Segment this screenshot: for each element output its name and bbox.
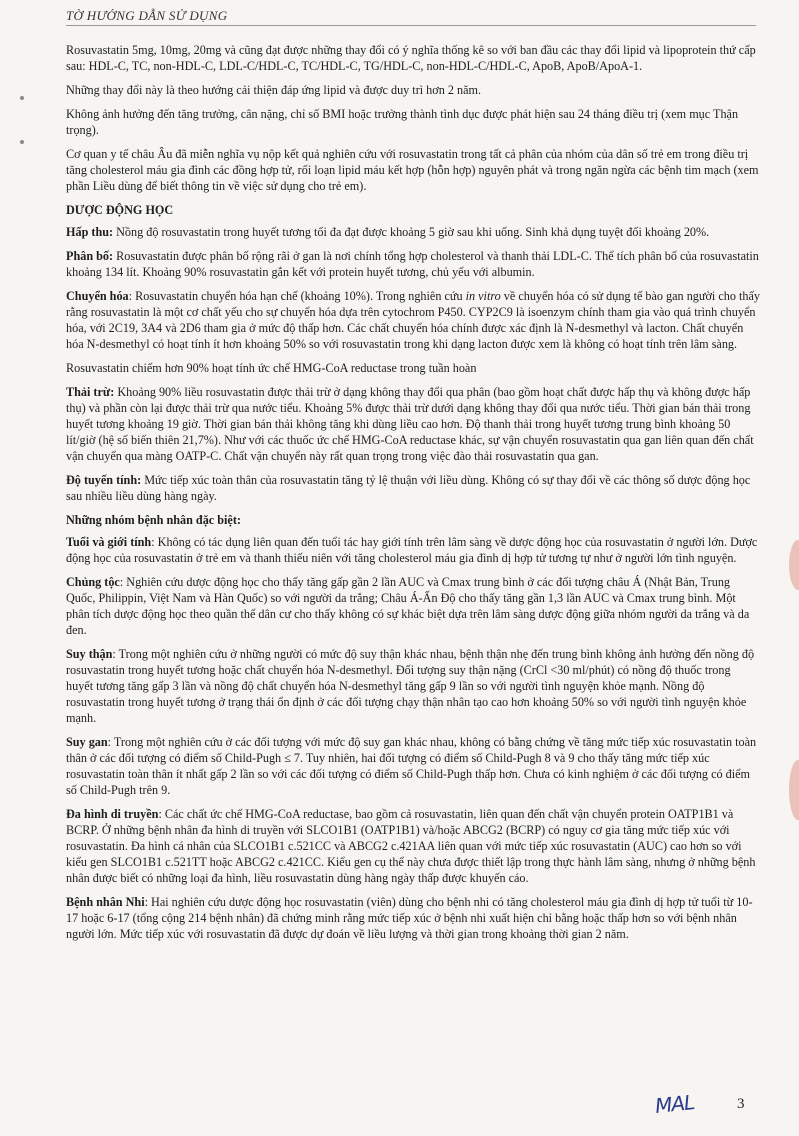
paragraph-renal [66, 646, 760, 726]
page-header-title: TỜ HƯỚNG DẪN SỬ DỤNG [66, 8, 228, 23]
paragraph-metabolism-note: Rosuvastatin chiếm hơn 90% hoạt tính ức chế HMG-CoA reductase trong tuần hoàn [66, 361, 477, 375]
label-polymorphism: Đa hình di truyền [66, 807, 159, 821]
margin-dot [20, 140, 24, 144]
handwritten-signature: MAL [653, 1090, 696, 1118]
paragraph-distribution [66, 248, 760, 280]
paragraph-duration: Những thay đổi này là theo hướng cải thiện đáp ứng lipid và được duy trì hơn 2 năm. [66, 83, 482, 97]
text-hepatic: : Trong một nghiên cứu ở các đối tượng với mức độ suy gan khác nhau, không có bằng chứng về tăng mức tiếp xúc rosuvastatin toàn thân ở các đối tượng có điểm số Child-Pugh ≤ 7. Tuy nhiên, hai đối tượng có điểm số Child-Pugh 8 và 9 cho thấy tăng mức tiếp xúc rosuvastatin toàn thân ít nhất gấp 2 lần so với các đối tượng có điểm số Child-Pugh thấp hơn. Chưa có kinh nghiệm ở các đối tượng có điểm số Child-Pugh trên 9. [66, 735, 757, 797]
paragraph-ema-waiver: Cơ quan y tế châu Âu đã miễn nghĩa vụ nộp kết quả nghiên cứu với rosuvastatin trong tất cả phân của nhóm của dân số trẻ em trong điều trị tăng cholesterol máu gia đình các đồng hợp tử, rối loạn lipid máu kết hợp (hỗn hợp) nguyên phát và trong ngăn ngừa các bệnh tim mạch (xem phần Liều dùng để biết thông tin về việc sử dụng cho trẻ em). [66, 147, 759, 193]
paragraph-elimination [66, 384, 760, 464]
margin-dot [20, 96, 24, 100]
label-linearity: Độ tuyến tính: [66, 473, 142, 487]
text-elimination: Khoảng 90% liều rosuvastatin được thải trừ ở dạng không thay đổi qua phân (bao gồm hoạt chất được hấp thụ và không được hấp thụ) và phần còn lại được thải trừ qua nước tiểu. Khoảng 5% được thải trừ dưới dạng không thay đổi qua nước tiểu. Thời gian bán thải trong huyết tương khoảng 19 giờ. Thời gian bán thải không tăng khi dùng liều cao hơn. Độ thanh thải trong huyết tương trung bình khoảng 50 lít/giờ (hệ số biến thiên 21,7%). Như với các thuốc ức chế HMG-CoA reductase khác, sự vận chuyển rosuvastatin qua gan liên quan đến chất vận chuyển qua màng OATP-C. Chất vận chuyển này rất quan trọng trong việc đào thải rosuvastatin qua gan. [66, 385, 754, 463]
header-divider [66, 25, 756, 26]
text-pediatric: : Hai nghiên cứu dược động học rosuvastatin (viên) dùng cho bệnh nhi có tăng cholesterol máu gia đình dị hợp tử tuổi từ 10-17 hoặc 6-17 (tổng cộng 214 bệnh nhân) đã chứng minh rằng mức tiếp xúc ở bệnh nhi xuất hiện chỉ bằng hoặc thấp hơn so với bệnh nhân người lớn. Mức tiếp xúc với rosuvastatin đã được dự đoán về liều lượng và thời gian trong khoảng thời gian 2 năm. [66, 895, 753, 941]
page-number: 3 [737, 1096, 745, 1112]
paragraph-absorption [66, 224, 760, 240]
text-metabolism-a: : Rosuvastatin chuyển hóa hạn chế (khoảng 10%). Trong nghiên cứu [128, 289, 466, 303]
paragraph-age-sex [66, 534, 760, 566]
text-absorption: Nồng độ rosuvastatin trong huyết tương tối đa đạt được khoảng 5 giờ sau khi uống. Sinh khả dụng tuyệt đối khoảng 20%. [113, 225, 710, 239]
label-race: Chủng tộc [66, 575, 120, 589]
text-renal: : Trong một nghiên cứu ở những người có mức độ suy thận khác nhau, bệnh thận nhẹ đến trung bình không ảnh hưởng đến nồng độ rosuvastatin trong huyết tương hoặc chất chuyển hóa N-desmethyl. Đối tượng suy thận nặng (CrCl <30 ml/phút) có nồng độ thuốc trong huyết tương tăng gấp 3 lần và nồng độ chất chuyển hóa N-desmethyl tăng gấp 9 lần so với người tình nguyện khỏe mạnh. Nồng độ rosuvastatin trong huyết tương ở trạng thái ổn định ở các đối tượng chạy thận nhân tạo cao hơn khoảng 50% so với người tình nguyện khỏe mạnh. [66, 647, 755, 725]
label-age-sex: Tuổi và giới tính [66, 535, 152, 549]
label-renal: Suy thận [66, 647, 113, 661]
section-title-pharmacokinetics: DƯỢC ĐỘNG HỌC [66, 203, 174, 217]
label-distribution: Phân bố: [66, 249, 114, 263]
paragraph-lipid-changes: Rosuvastatin 5mg, 10mg, 20mg và cũng đạt được những thay đổi có ý nghĩa thống kê so với ban đầu các thay đổi lipid và lipoprotein thứ cấp sau: HDL-C, TC, non-HDL-C, LDL-C/HDL-C, TC/HDL-C, TG/HDL-C, non-HDL-C/HDL-C, ApoB, ApoB/ApoA-1. [66, 43, 756, 73]
paragraph-growth: Không ảnh hưởng đến tăng trưởng, cân nặng, chỉ số BMI hoặc trưởng thành tình dục được phát hiện sau 24 tháng điều trị (xem mục Thận trọng). [66, 107, 739, 137]
stamp-edge-mark [789, 540, 799, 590]
paragraph-polymorphism [66, 806, 760, 886]
label-pediatric: Bệnh nhân Nhi [66, 895, 145, 909]
label-metabolism: Chuyển hóa [66, 289, 129, 303]
text-metabolism-b: về chuyển hóa có sử dụng tế bào gan người cho thấy rằng rosuvastatin là một cơ chất yếu cho sự chuyển hóa dựa trên cytochrom P450. CYP2C9 là isoenzym chính tham gia vào quá trình chuyển hóa, với 2C19, 3A4 và 2D6 tham gia ở mức độ thấp hơn. Các chất chuyển hóa chính được xác định là N-desmethyl và lacton. Chất chuyển hóa N-desmethyl có hoạt tính ít hơn khoảng 50% so với rosuvastatin trong khi dạng lacton được xem là không có hoạt tính trên lâm sàng. [66, 289, 760, 351]
text-polymorphism: : Các chất ức chế HMG-CoA reductase, bao gồm cả rosuvastatin, liên quan đến chất vận chuyển protein OATP1B1 và BCRP. Ở những bệnh nhân đa hình di truyền với SLCO1B1 (OATP1B1) và/hoặc ABCG2 (BCRP) có nguy cơ gia tăng mức tiếp xúc với rosuvastatin. Đa hình cá nhân của SLCO1B1 c.521CC và ABCG2 c.421AA liên quan với mức tiếp xúc rosuvastatin (AUC) cao hơn so với kiểu gen SLCO1B1 c.521TT hoặc ABCG2 c.421CC. Kiểu gen cụ thể này chưa được thiết lập trong thực hành lâm sàng, nhưng ở những bệnh nhân được biết có những loại đa hình, liều rosuvastatin dùng hàng ngày thấp được khuyến cáo. [66, 807, 756, 885]
document-body [66, 42, 760, 950]
paragraph-hepatic [66, 734, 760, 798]
label-hepatic: Suy gan [66, 735, 108, 749]
paragraph-race [66, 574, 760, 638]
stamp-edge-mark [789, 760, 799, 820]
text-metabolism-italic: in vitro [465, 289, 501, 303]
section-title-special-groups: Những nhóm bệnh nhân đặc biệt: [66, 513, 241, 527]
paragraph-pediatric [66, 894, 760, 942]
text-distribution: Rosuvastatin được phân bố rộng rãi ở gan là nơi chính tổng hợp cholesterol và thanh thải LDL-C. Thể tích phân bố của rosuvastatin khoảng 134 lít. Khoảng 90% rosuvastatin gắn kết với protein huyết tương, chủ yếu với albumin. [66, 249, 759, 279]
label-absorption: Hấp thu: [66, 225, 114, 239]
paragraph-metabolism [66, 288, 760, 352]
text-linearity: Mức tiếp xúc toàn thân của rosuvastatin tăng tỷ lệ thuận với liều dùng. Không có sự thay đổi về các thông số dược động học sau nhiều liều dùng hàng ngày. [66, 473, 751, 503]
text-age-sex: : Không có tác dụng liên quan đến tuổi tác hay giới tính trên lâm sàng về dược động học của rosuvastatin ở người lớn. Dược động học của rosuvastatin ở trẻ em và thanh thiếu niên với tăng cholesterol máu gia đình dị hợp tử tương tự như ở người lớn tình nguyện. [66, 535, 758, 565]
label-elimination: Thải trừ: [66, 385, 115, 399]
paragraph-linearity [66, 472, 760, 504]
text-race: : Nghiên cứu dược động học cho thấy tăng gấp gần 2 lần AUC và Cmax trung bình ở các đối tượng châu Á (Nhật Bản, Trung Quốc, Philippin, Việt Nam và Hàn Quốc) so với người da trắng; Châu Á-Ấn Độ cho thấy tăng gần 1,3 lần AUC và Cmax trung bình. Một phân tích dược động học theo quần thể dân cư cho thấy không có sự khác biệt dựa trên lâm sàng dược động giữa nhóm người da trắng và da đen. [66, 575, 750, 637]
